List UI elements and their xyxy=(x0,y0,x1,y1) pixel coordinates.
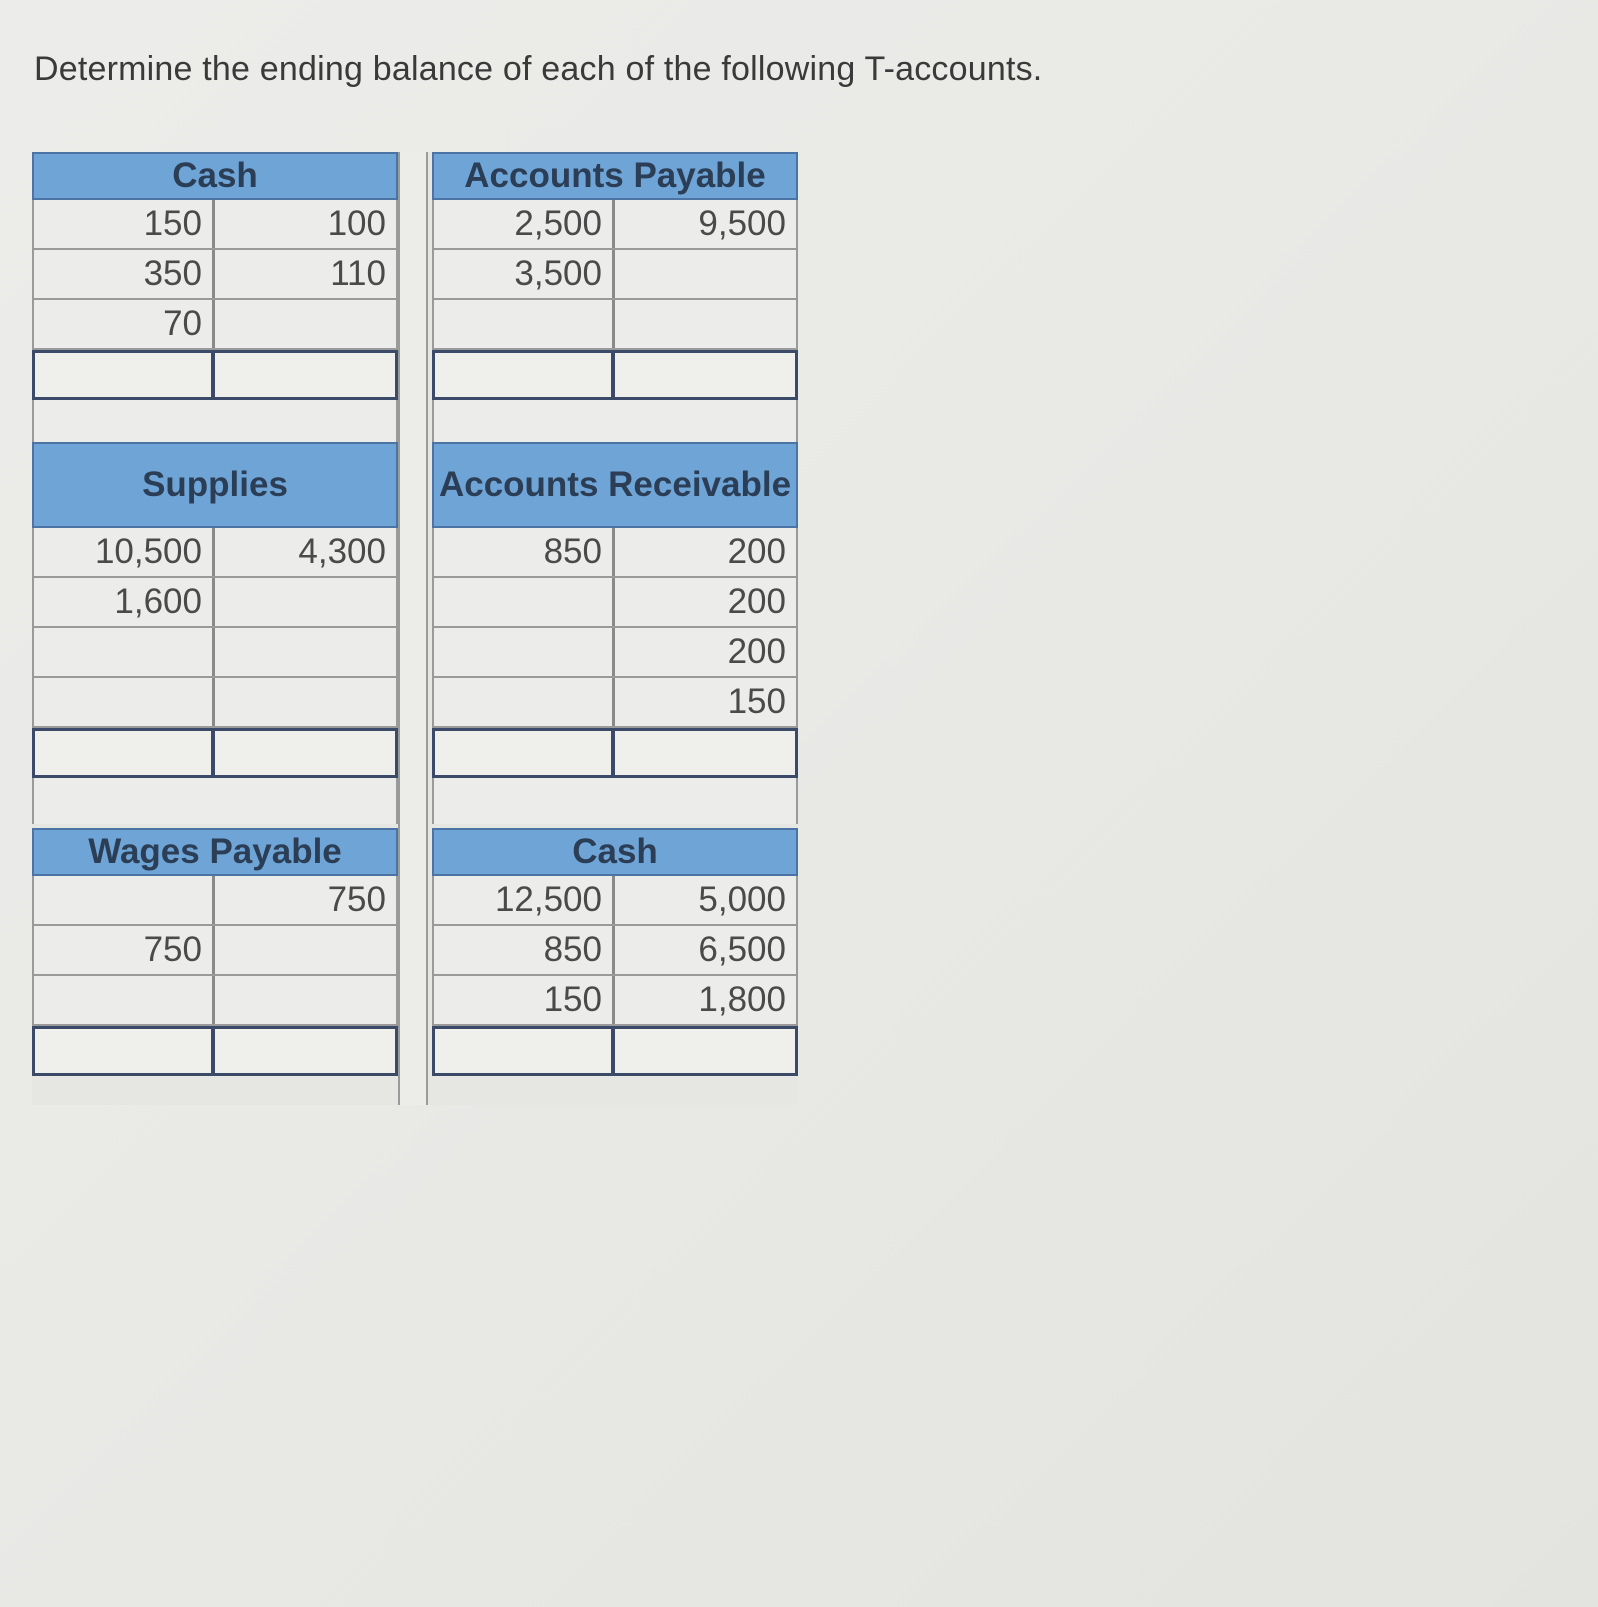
ending-balance-debit-input[interactable] xyxy=(435,731,615,775)
entry-row xyxy=(432,300,798,350)
debit-cell xyxy=(34,976,215,1024)
credit-cell xyxy=(615,250,796,298)
ending-balance-row xyxy=(32,728,398,778)
debit-cell xyxy=(434,678,615,726)
ending-balance-row xyxy=(432,728,798,778)
debit-cell: 350 xyxy=(34,250,215,298)
entry-row xyxy=(432,876,798,926)
answer-input[interactable] xyxy=(35,1032,201,1076)
answer-input[interactable] xyxy=(615,356,785,400)
question-text: Determine the ending balance of each of the following T-accounts. xyxy=(34,50,1043,88)
credit-cell xyxy=(215,926,396,974)
entry-row xyxy=(32,628,398,678)
entry-row xyxy=(432,578,798,628)
credit-cell xyxy=(215,976,396,1024)
answer-input[interactable] xyxy=(35,734,201,778)
ending-balance-row xyxy=(32,1026,398,1076)
entry-row xyxy=(432,200,798,250)
credit-cell: 200 xyxy=(727,632,786,671)
debit-cell: 150 xyxy=(434,976,615,1024)
debit-cell: 150 xyxy=(34,200,215,248)
spacer xyxy=(432,400,798,446)
credit-cell xyxy=(615,300,796,348)
debit-cell: 2,500 xyxy=(434,200,615,248)
ending-balance-row xyxy=(32,350,398,400)
column-divider xyxy=(398,152,428,1105)
entry-row xyxy=(32,876,398,926)
t-account-supplies xyxy=(32,442,398,824)
debit-cell xyxy=(34,628,215,676)
entry-row xyxy=(32,678,398,728)
credit-cell: 100 xyxy=(327,204,386,243)
debit-cell xyxy=(434,578,615,626)
t-account-accounts-receivable xyxy=(432,442,798,824)
answer-input[interactable] xyxy=(615,1032,785,1076)
debit-cell: 850 xyxy=(434,926,615,974)
debit-cell: 1,600 xyxy=(34,578,215,626)
entry-row xyxy=(32,300,398,350)
credit-cell: 150 xyxy=(727,682,786,721)
credit-cell xyxy=(215,578,396,626)
spacer xyxy=(32,778,398,824)
credit-cell: 200 xyxy=(727,532,786,571)
spacer xyxy=(32,400,398,446)
account-title: Cash xyxy=(32,152,398,200)
t-account-cash-2 xyxy=(432,828,798,1076)
ending-balance-credit-input[interactable] xyxy=(215,353,395,397)
account-title: Supplies xyxy=(32,442,398,528)
t-account-wages-payable xyxy=(32,828,398,1076)
ending-balance-debit-input[interactable] xyxy=(435,1029,615,1073)
credit-cell: 6,500 xyxy=(698,930,786,969)
entry-row xyxy=(32,926,398,976)
entry-row xyxy=(32,578,398,628)
ending-balance-credit-input[interactable] xyxy=(615,1029,795,1073)
answer-input[interactable] xyxy=(35,356,201,400)
credit-cell: 110 xyxy=(330,254,386,293)
credit-cell: 4,300 xyxy=(298,532,386,571)
entry-row xyxy=(432,678,798,728)
t-account-cash-1 xyxy=(32,152,398,446)
credit-cell xyxy=(215,678,396,726)
entry-row xyxy=(32,976,398,1026)
credit-cell xyxy=(215,628,396,676)
entry-row xyxy=(32,200,398,250)
answer-input[interactable] xyxy=(215,1032,385,1076)
entry-row xyxy=(432,250,798,300)
entry-row xyxy=(432,926,798,976)
ending-balance-credit-input[interactable] xyxy=(215,1029,395,1073)
account-title: Accounts Receivable xyxy=(432,442,798,528)
debit-cell xyxy=(34,678,215,726)
credit-cell xyxy=(215,300,396,348)
spacer xyxy=(432,778,798,824)
debit-cell xyxy=(434,300,615,348)
debit-cell xyxy=(34,876,215,924)
debit-cell: 10,500 xyxy=(34,528,215,576)
entry-row xyxy=(32,528,398,578)
answer-input[interactable] xyxy=(435,1032,601,1076)
ending-balance-credit-input[interactable] xyxy=(615,731,795,775)
account-title: Accounts Payable xyxy=(432,152,798,200)
entry-row xyxy=(432,528,798,578)
credit-cell: 1,800 xyxy=(698,980,786,1019)
t-account-accounts-payable xyxy=(432,152,798,446)
answer-input[interactable] xyxy=(435,356,601,400)
ending-balance-credit-input[interactable] xyxy=(215,731,395,775)
debit-cell: 850 xyxy=(434,528,615,576)
debit-cell: 750 xyxy=(34,926,215,974)
credit-cell: 750 xyxy=(327,880,386,919)
account-title: Wages Payable xyxy=(32,828,398,876)
ending-balance-debit-input[interactable] xyxy=(35,731,215,775)
credit-cell: 5,000 xyxy=(698,880,786,919)
answer-input[interactable] xyxy=(615,734,785,778)
debit-cell: 3,500 xyxy=(434,250,615,298)
entry-row xyxy=(32,250,398,300)
entry-row xyxy=(432,976,798,1026)
ending-balance-debit-input[interactable] xyxy=(435,353,615,397)
ending-balance-credit-input[interactable] xyxy=(615,353,795,397)
ending-balance-row xyxy=(432,1026,798,1076)
credit-cell: 200 xyxy=(727,582,786,621)
t-accounts-worksheet xyxy=(32,152,798,1105)
ending-balance-debit-input[interactable] xyxy=(35,1029,215,1073)
debit-cell: 70 xyxy=(34,300,215,348)
answer-input[interactable] xyxy=(215,356,385,400)
debit-cell: 12,500 xyxy=(434,876,615,924)
debit-cell xyxy=(434,628,615,676)
account-title: Cash xyxy=(432,828,798,876)
credit-cell: 9,500 xyxy=(698,204,786,243)
entry-row xyxy=(432,628,798,678)
answer-input[interactable] xyxy=(215,734,385,778)
answer-input[interactable] xyxy=(435,734,601,778)
ending-balance-row xyxy=(432,350,798,400)
ending-balance-debit-input[interactable] xyxy=(35,353,215,397)
